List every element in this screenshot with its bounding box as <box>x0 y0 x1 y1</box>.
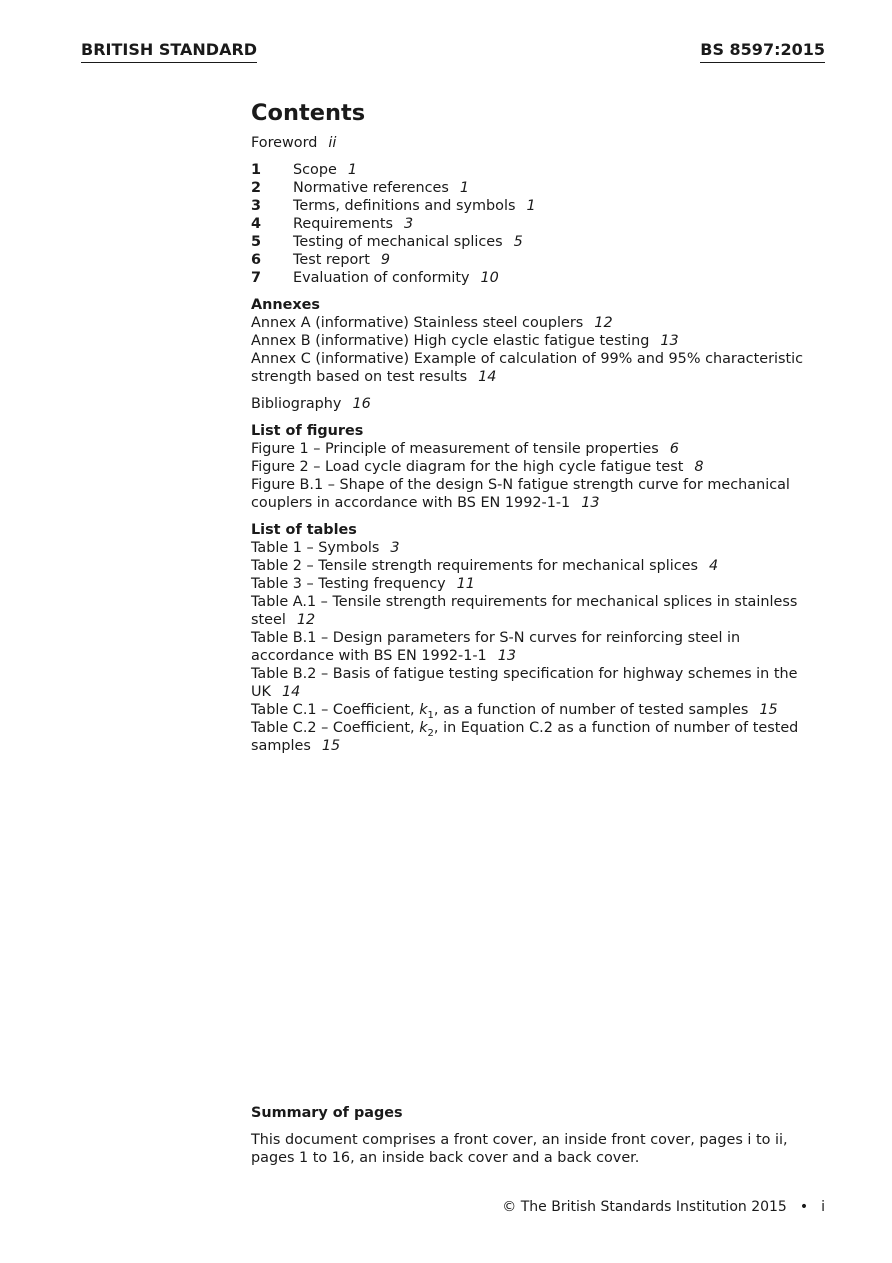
toc-entry-label: Table 3 – Testing frequency <box>251 576 446 592</box>
toc-entry-label: Table A.1 – Tensile strength requirements for mechanical splices in stainless steel <box>251 594 798 628</box>
toc-entry-label: Scope <box>293 162 337 178</box>
figures-heading: List of figures <box>251 423 364 439</box>
toc-clause-4[interactable] <box>251 215 826 233</box>
toc-entry-label: Terms, definitions and symbols <box>293 198 516 214</box>
toc-entry-label: Figure B.1 – Shape of the design S-N fatigue strength curve for mechanical couplers in accordance with BS EN 1992-1-1 <box>251 477 790 511</box>
toc-page-number: 5 <box>513 234 523 250</box>
toc-page-number: 13 <box>497 648 517 664</box>
toc-entry-label: Annex B (informative) High cycle elastic fatigue testing <box>251 333 650 349</box>
toc-page-number: ii <box>328 135 337 151</box>
math-variable: k <box>419 702 428 718</box>
toc-clause-2[interactable] <box>251 179 826 197</box>
contents-column <box>251 98 826 755</box>
toc-table-b1[interactable] <box>251 629 826 665</box>
toc-clause-1[interactable] <box>251 161 826 179</box>
toc-figure-2[interactable] <box>251 458 826 476</box>
annexes-heading: Annexes <box>251 297 320 313</box>
toc-page-number: 1 <box>347 162 357 178</box>
toc-table-3[interactable] <box>251 575 826 593</box>
clause-number: 1 <box>251 162 262 178</box>
toc-entry-label: Testing of mechanical splices <box>293 234 503 250</box>
toc-page-number: 6 <box>669 441 679 457</box>
toc-entry-label-end: , in Equation C.2 as a function of number of tested samples <box>251 720 799 754</box>
toc-entry-label: Bibliography <box>251 396 342 412</box>
toc-page-number: 14 <box>478 369 497 385</box>
toc-entry-label-start: Table C.2 – Coefficient, <box>251 720 420 736</box>
clause-number: 5 <box>251 234 262 250</box>
toc-entry-label: Table B.1 – Design parameters for S-N curves for reinforcing steel in accordance with BS EN 1992-1-1 <box>251 630 741 664</box>
toc-page-number: 10 <box>480 270 499 286</box>
toc-page-number: 3 <box>390 540 400 556</box>
toc-page-number: 13 <box>581 495 600 511</box>
toc-entry-label-start: Table C.1 – Coefficient, <box>251 702 420 718</box>
toc-entry-label-end: , as a function of number of tested samples <box>433 702 749 718</box>
toc-annex-c[interactable] <box>251 350 826 386</box>
toc-page-number: 8 <box>694 459 704 475</box>
toc-entry-label: Table 2 – Tensile strength requirements for mechanical splices <box>251 558 698 574</box>
toc-page-number: 14 <box>281 684 301 700</box>
tables-heading: List of tables <box>251 522 357 538</box>
clause-number: 2 <box>251 180 262 196</box>
toc-table-c1[interactable] <box>251 701 826 719</box>
toc-entry-label: Requirements <box>293 216 394 232</box>
toc-entry-label: Table B.2 – Basis of fatigue testing specification for highway schemes in the UK <box>251 666 798 700</box>
toc-foreword[interactable] <box>251 134 826 152</box>
page-footer <box>502 1198 825 1216</box>
summary-of-pages <box>251 1104 826 1167</box>
page-title: Contents <box>251 100 366 126</box>
toc-annex-b[interactable] <box>251 332 826 350</box>
toc-table-c2[interactable] <box>251 719 826 755</box>
toc-entry-label: Annex C (informative) Example of calculation of 99% and 95% characteristic strength based on test results <box>251 351 804 385</box>
clause-number: 7 <box>251 270 262 286</box>
summary-text: This document comprises a front cover, an inside front cover, pages i to ii, pages 1 to 16, an inside back cover and a back cover. <box>251 1132 788 1166</box>
summary-heading: Summary of pages <box>251 1105 403 1121</box>
toc-page-number: 3 <box>404 216 414 232</box>
clause-number: 3 <box>251 198 262 214</box>
toc-page-number: 9 <box>380 252 391 268</box>
copyright-notice: © The British Standards Institution 2015 <box>502 1199 787 1215</box>
toc-page-number: 1 <box>526 198 536 214</box>
clause-number: 4 <box>251 216 262 232</box>
toc-entry-label: Test report <box>293 252 370 268</box>
toc-annex-a[interactable] <box>251 314 826 332</box>
toc-page-number: 13 <box>660 333 679 349</box>
toc-page-number: 15 <box>321 738 341 754</box>
toc-page-number: 12 <box>296 612 316 628</box>
document-type-header: BRITISH STANDARD <box>81 40 257 63</box>
toc-table-a1[interactable] <box>251 593 826 629</box>
toc-clause-6[interactable] <box>251 251 826 269</box>
toc-table-b2[interactable] <box>251 665 826 701</box>
toc-table-1[interactable] <box>251 539 826 557</box>
math-variable: k <box>419 720 428 736</box>
toc-entry-label: Annex A (informative) Stainless steel couplers <box>251 315 584 331</box>
toc-page-number: 15 <box>759 702 778 718</box>
toc-figure-b1[interactable] <box>251 476 826 512</box>
page-number: i <box>821 1199 825 1215</box>
toc-page-number: 1 <box>459 180 470 196</box>
toc-clauses <box>251 161 826 287</box>
toc-page-number: 16 <box>352 396 371 412</box>
toc-clause-7[interactable] <box>251 269 826 287</box>
toc-entry-label: Foreword <box>251 135 318 151</box>
toc-figure-1[interactable] <box>251 440 826 458</box>
math-subscript: 2 <box>427 727 434 739</box>
toc-page-number: 11 <box>456 576 475 592</box>
toc-annexes <box>251 296 826 386</box>
toc-entry-label: Figure 2 – Load cycle diagram for the high cycle fatigue test <box>251 459 684 475</box>
toc-page-number: 12 <box>594 315 613 331</box>
toc-entry-label: Evaluation of conformity <box>293 270 470 286</box>
standard-number-header: BS 8597:2015 <box>700 40 825 63</box>
toc-clause-5[interactable] <box>251 233 826 251</box>
toc-entry-label: Normative references <box>293 180 449 196</box>
toc-page-number: 4 <box>708 558 719 574</box>
toc-clause-3[interactable] <box>251 197 826 215</box>
toc-figures <box>251 422 826 512</box>
toc-entry-label: Figure 1 – Principle of measurement of tensile properties <box>251 441 659 457</box>
bullet-separator: • <box>799 1199 809 1215</box>
toc-entry-label: Table 1 – Symbols <box>251 540 380 556</box>
math-subscript: 1 <box>427 709 434 721</box>
clause-number: 6 <box>251 252 262 268</box>
toc-bibliography[interactable] <box>251 395 826 413</box>
toc-table-2[interactable] <box>251 557 826 575</box>
toc-tables <box>251 521 826 755</box>
